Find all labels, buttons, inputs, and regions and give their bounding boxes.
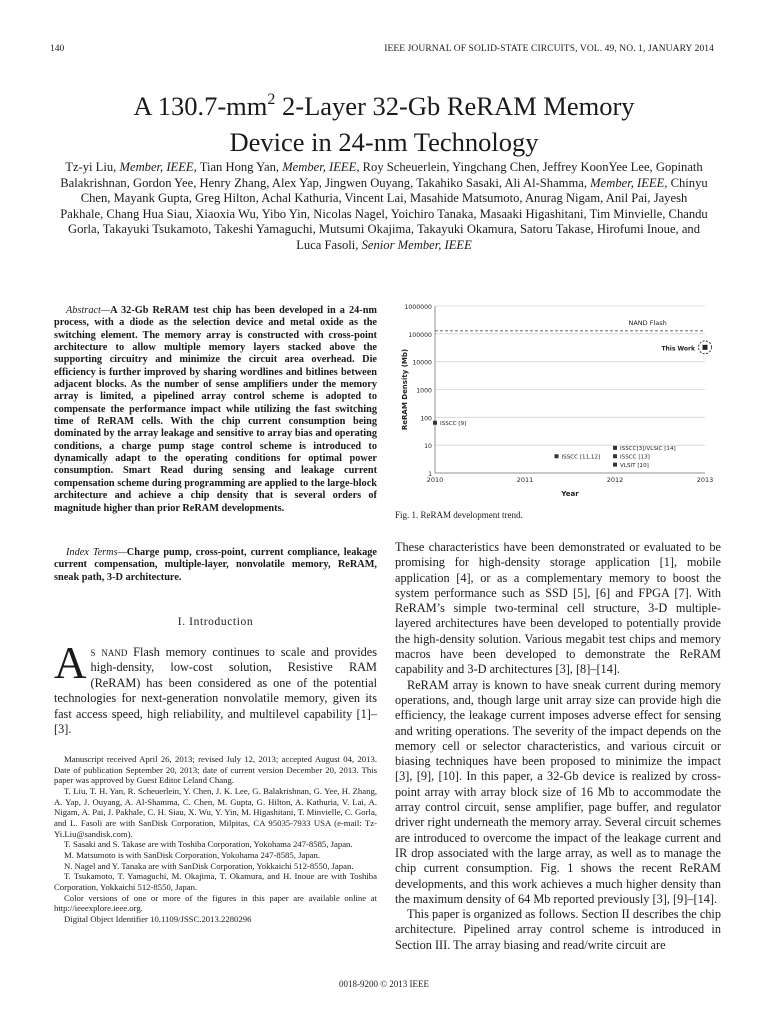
footnote: Color versions of one or more of the figures in this paper are available online at http://ieeexplore.ieee.org. (54, 892, 377, 914)
author-2-role: Member, IEEE, (282, 160, 360, 174)
data-point (555, 454, 559, 458)
body-paragraph: These characteristics have been demonstrated or evaluated to be promising for high-density storage application [1], mobile application [4], or as a complementary memory to boost the system performance such as SSD [5], [6] and FPGA [7]. With ReRAM’s simple two-terminal cell structure, 3-D multiple-layered architectures have been developed to potentially provide the high-density solution. Various megabit test chips and memory macros have been developed to demonstrate the ReRAM capability and 3-D architectures [3], [8]–[14]. (395, 540, 721, 677)
footnote: M. Matsumoto is with SanDisk Corporation, Yokohama 247-8585, Japan. (64, 849, 321, 860)
y-tick-label: 100000 (408, 331, 432, 339)
x-tick-label: 2012 (606, 476, 624, 484)
point-label: This Work (661, 345, 695, 353)
paper-title (0, 82, 768, 160)
authors-segment-2: Chinyu Chen, Mayank Gupta, Greg Hilton, Achal Kathuria, Vincent Lai, Masahide Matsumoto, Anurag Nigam, Anil Pai, Jayesh Pakhale, Chang Hua Siau, Xiaoxia Wu, Yibo Yin, Nicolas Nagel, Yoichiro Tanaka, Masaaki Higashitani, Tim Minvielle, Chandu Gorla, Takayuki Tsukamoto, Takeshi Yamaguchi, Mutsumi Okajima, Takayuki Okamura, Satoru Takase, Hirofumi Inoue, and Luca Fasoli, (60, 175, 708, 252)
point-label: ISSCC [13] (620, 454, 650, 461)
x-axis-label: Year (561, 490, 579, 498)
data-point (613, 454, 617, 458)
page-number: 140 (50, 44, 65, 54)
authors-segment-2-role: Senior Member, IEEE (361, 237, 472, 252)
introduction-paragraph (54, 638, 378, 737)
section-heading: I. Introduction (177, 616, 254, 628)
author-list (60, 160, 708, 254)
footnote: T. Liu, T. H. Yan, R. Scheuerlein, Y. Chen, J. K. Lee, G. Balakrishnan, G. Yee, H. Zhang, A. Yap, J. Ouyang, A. Al-Shamma, C. Chen, M. Gupta, G. Hilton, A. Kathuria, V. Lai, A. Nigam, A. Pai, J. Pakhale, C. H. Siau, X. Wu, Y. Yin, M. Higashitani, T. Minvielle, C. Gorla, and L. Fasoli are with SanDisk Corporation, Milpitas, CA 95035-7933 USA (e-mail: Tz-Yi.Liu@sandisk.com). (54, 785, 377, 839)
x-tick-label: 2010 (426, 476, 444, 484)
intro-smallcaps: s nand (90, 645, 128, 659)
footnote: Manuscript received April 26, 2013; revised July 12, 2013; accepted August 04, 2013. Date of publication September 20, 2013; date of current version December 20, 2013. This paper was approved by Guest Editor Leland Chang. (54, 754, 377, 786)
copyright-footer: 0018-9200 © 2013 IEEE (338, 979, 430, 989)
footnote: Digital Object Identifier 10.1109/JSSC.2013.2280296 (64, 913, 252, 924)
rerams-density-chart (393, 296, 723, 501)
body-paragraph: This paper is organized as follows. Section II describes the chip architecture. Pipelined array control scheme is introduced in Section III. The array biasing and read/write circuit are (395, 907, 721, 952)
point-label: ISSCC [9] (440, 420, 467, 427)
y-tick-label: 10 (424, 443, 432, 451)
data-point (433, 421, 437, 425)
title-part1: A 130.7-mm (133, 91, 268, 121)
footnote: T. Sasaki and S. Takase are with Toshiba Corporation, Yokohama 247-8585, Japan. (64, 839, 353, 850)
y-tick-label: 100 (420, 415, 432, 423)
authors-segment-1-role: Member, IEEE, (590, 175, 668, 190)
abstract-lead: Abstract— (66, 305, 111, 316)
title-line2: Device in 24-nm Technology (229, 127, 539, 157)
footnote: T. Tsukamoto, T. Yamaguchi, M. Okajima, T. Okamura, and H. Inoue are with Toshiba Corporation, Yokkaichi 512-8550, Japan. (54, 871, 377, 892)
authors-segment-1: Roy Scheuerlein, Yingchang Chen, Jeffrey KoonYee Lee, Gopinath Balakrishnan, Gordon Yee, Henry Zhang, Alex Yap, Jingwen Ouyang, Takahiko Sasaki, Ali Al-Shamma, (60, 160, 703, 190)
abstract (54, 305, 377, 515)
y-tick-label: 1000000 (404, 304, 432, 311)
data-point (613, 446, 617, 450)
index-terms-text: Charge pump, cross-point, current compliance, leakage current compensation, multiple-layer, nonvolatile memory, ReRAM, sneak path, 3-D architecture. (54, 547, 377, 583)
abstract-text: A 32-Gb ReRAM test chip has been developed in a 24-nm process, with a diode as the selection device and metal oxide as the switching element. The memory array is constructed with cross-point architecture to allow multiple memory layers stacked above the supporting circuitry and minimize the circuit area overhead. Die efficiency is further improved by sharing wordlines and bitlines between adjacent blocks. As the number of sense amplifiers under the memory array is limited, a pipelined array control scheme is adopted to compensate the performance impact while utilizing the fast switching time of ReRAM cells. With the chip current consumption being dominated by the array leakage and sensitive to array bias and operating conditions, a charge pump stage control scheme is introduced to dynamically adapt to the operating conditions for optimal power consumption. Smart Read during sensing and leakage current compensation scheme during programming are applied to the large-block architecture and achieve a chip density that is several orders of magnitude higher than prior ReRAM developments. (54, 305, 377, 514)
data-point (613, 463, 617, 467)
title-part2: 2-Layer 32-Gb ReRAM Memory (282, 91, 635, 121)
journal-header: IEEE JOURNAL OF SOLID-STATE CIRCUITS, VOL. 49, NO. 1, JANUARY 2014 (384, 44, 714, 54)
figure-caption: Fig. 1. ReRAM development trend. (395, 510, 523, 520)
point-label: VLSIT [10] (620, 462, 649, 469)
footnotes (54, 754, 377, 925)
body-paragraph: ReRAM array is known to have sneak current during memory operations, and, though large unit array size can provide high die efficiency, the leakage current imposes adverse effect for sensing and writing operations. The severity of the impact depends on the memory cell or selector characteristics, and various circuit or biasing techniques have been proposed to minimize the impact [3], [9], [10]. In this paper, a 32-Gb device is realized by cross-point array with array block size of 16 Mb to accommodate the array control circuit, sense amplifier, page buffer, and regulator driver right underneath the memory array. Several circuit schemes are introduced to overcome the impact of the leakage current and IR drop associated with the large array, as well as to manage the chip current consumption. Fig. 1 shows the recent ReRAM developments, and this work achieves a much higher density than the maximum density of 64 Mb reported previously [3], [9]–[14]. (395, 677, 721, 906)
nand-flash-label: NAND Flash (628, 318, 667, 327)
drop-cap: A (54, 638, 87, 688)
right-column-body (395, 540, 721, 953)
y-axis-label: ReRAM Density (Mb) (401, 348, 409, 431)
intro-text: Flash memory continues to scale and provides high-density, low-cost solution, Resistive RAM (ReRAM) has been considered as one of the potential technologies for next-generation nonvolatile memory, given its fast access speed, high reliability, and multilevel capability [1]–[3]. (54, 645, 378, 737)
y-tick-label: 1 (428, 471, 432, 478)
point-label: ISSCC[3]/VLSIC [14] (620, 446, 676, 453)
author-2: Tian Hong Yan, (199, 160, 280, 174)
x-tick-label: 2011 (516, 476, 534, 484)
data-point (703, 345, 708, 350)
title-superscript: 2 (267, 91, 276, 108)
index-terms-lead: Index Terms— (66, 547, 127, 558)
footnote: N. Nagel and Y. Tanaka are with SanDisk Corporation, Yokkaichi 512-8550, Japan. (64, 860, 354, 871)
index-terms (54, 547, 377, 584)
author-1: Tz-yi Liu, (65, 160, 117, 174)
point-label: ISSCC [11,12] (561, 454, 601, 461)
y-tick-label: 1000 (416, 387, 432, 395)
author-1-role: Member, IEEE, (119, 160, 197, 174)
x-tick-label: 2013 (696, 476, 714, 484)
y-tick-label: 10000 (412, 359, 432, 367)
